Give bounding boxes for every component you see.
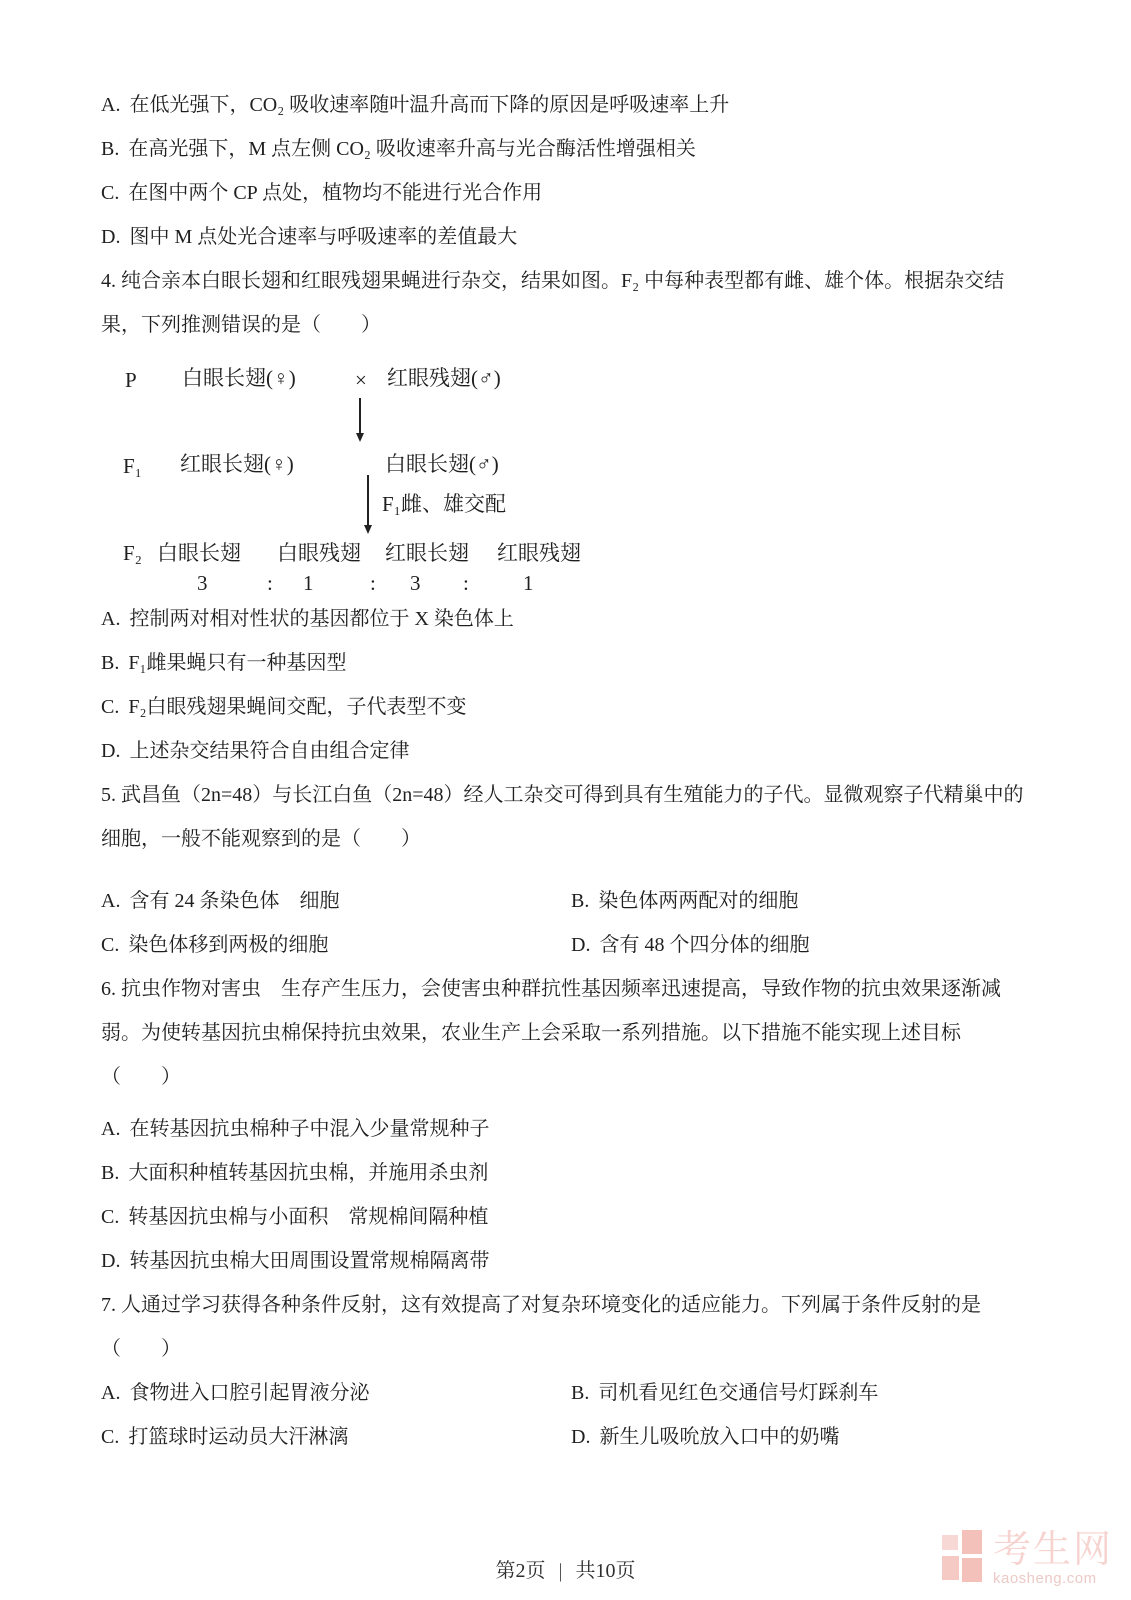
- q5-stem-line1: 5. 武昌鱼（2n=48）与长江白鱼（2n=48）经人工杂交可得到具有生殖能力的子代。显微观察子代精巢中的: [101, 784, 1024, 806]
- q6-stem-line1: 6. 抗虫作物对害虫 生存产生压力，会使害虫种群抗性基因频率迅速提高，导致作物的抗虫效果逐渐减: [101, 978, 1001, 1000]
- option-text: 含有 24 条染色体 细胞: [129, 890, 340, 912]
- option-text: 控制两对相对性状的基因都位于 X 染色体上: [129, 608, 514, 630]
- option-label: C.: [101, 182, 120, 204]
- q3-option-d: [101, 215, 1061, 259]
- page-total: 共10页: [575, 1560, 636, 1582]
- option-label: D.: [571, 1426, 591, 1448]
- option-label: C.: [101, 1206, 120, 1228]
- option-text: 转基因抗虫棉大田周围设置常规棉隔离带: [129, 1250, 490, 1272]
- q7-stem-line1: 7. 人通过学习获得各种条件反射，这有效提高了对复杂环境变化的适应能力。下列属于条件反射的是: [101, 1294, 981, 1316]
- q4-option-b: [101, 641, 1061, 685]
- watermark-brand: 考生网: [993, 1529, 1114, 1571]
- q4-stem-line2: 果，下列推测错误的是（ ）: [101, 314, 381, 336]
- q7-option-c: [101, 1415, 571, 1459]
- option-text: 上述杂交结果符合自由组合定律: [129, 740, 410, 762]
- option-label: A.: [101, 890, 121, 912]
- option-text: 打篮球时运动员大汗淋漓: [128, 1426, 349, 1448]
- option-label: D.: [101, 1250, 121, 1272]
- diagram-ratio-value: 1: [303, 571, 314, 595]
- diagram-ratio-value: 3: [410, 571, 421, 595]
- option-label: C.: [101, 696, 120, 718]
- diagram-ratio-colon: :: [370, 571, 376, 595]
- down-arrow-icon: [359, 398, 361, 438]
- kaosheng-logo-icon: [942, 1530, 984, 1582]
- diagram-f2-phenotype: 白眼长翅: [157, 541, 241, 565]
- q7-options: [101, 1371, 1061, 1459]
- option-text: 含有 48 个四分体的细胞: [599, 934, 810, 956]
- q4-option-d: [101, 729, 1061, 773]
- option-label: B.: [101, 652, 120, 674]
- option-label: B.: [101, 138, 120, 160]
- q7-option-d: [571, 1415, 1061, 1459]
- watermark-domain: kaosheng.com: [993, 1570, 1097, 1587]
- option-text: 食物进入口腔引起胃液分泌: [129, 1382, 370, 1404]
- diagram-f2-phenotype: 红眼残翅: [497, 541, 581, 565]
- option-label: A.: [101, 608, 121, 630]
- diagram-ratio-colon: :: [463, 571, 469, 595]
- option-text: 大面积种植转基因抗虫棉，并施用杀虫剂: [128, 1162, 489, 1184]
- q6-option-a: [101, 1107, 1061, 1151]
- diagram-f2-generation-label: F₂: [123, 541, 143, 565]
- option-label: B.: [101, 1162, 120, 1184]
- diagram-f1-female-phenotype: 红眼长翅(♀): [180, 452, 294, 476]
- option-text: 染色体两两配对的细胞: [598, 890, 799, 912]
- diagram-cross-note: F₁雌、雄交配: [382, 492, 507, 516]
- footer-separator: |: [558, 1560, 563, 1582]
- exam-content: [101, 83, 1061, 1459]
- diagram-p-generation-label: P: [125, 368, 137, 392]
- down-arrow-icon: [367, 475, 369, 530]
- q5-option-a: [101, 879, 571, 923]
- option-text: 在图中两个 CP 点处，植物均不能进行光合作用: [128, 182, 543, 204]
- q5-options: [101, 879, 1061, 967]
- q6-stem-line3: （ ）: [101, 1066, 181, 1088]
- page-number: 第2页: [495, 1560, 546, 1582]
- q4-stem-line1: 4. 纯合亲本白眼长翅和红眼残翅果蝇进行杂交，结果如图。F₂ 中每种表型都有雌、雄个体。根据杂交结: [101, 270, 1005, 292]
- option-text: 转基因抗虫棉与小面积 常规棉间隔种植: [128, 1206, 489, 1228]
- q6-option-d: [101, 1239, 1061, 1283]
- diagram-ratio-value: 1: [523, 571, 534, 595]
- option-label: C.: [101, 934, 120, 956]
- option-label: D.: [571, 934, 591, 956]
- q5-option-b: [571, 879, 1061, 923]
- q3-option-a: [101, 83, 1061, 127]
- q7-stem-line2: （ ）: [101, 1338, 181, 1360]
- option-label: B.: [571, 890, 590, 912]
- watermark-text: [993, 1530, 1113, 1587]
- diagram-p-male-phenotype: 红眼残翅(♂): [387, 366, 501, 390]
- option-label: A.: [101, 1118, 121, 1140]
- option-text: 司机看见红色交通信号灯踩刹车: [598, 1382, 879, 1404]
- q6-stem-line2: 弱。为使转基因抗虫棉保持抗虫效果，农业生产上会采取一系列措施。以下措施不能实现上述目标: [101, 1022, 961, 1044]
- option-label: A.: [101, 94, 121, 116]
- option-text: 在高光强下，M 点左侧 CO₂ 吸收速率升高与光合酶活性增强相关: [128, 138, 696, 160]
- q6-option-b: [101, 1151, 1061, 1195]
- q7-option-b: [571, 1371, 1061, 1415]
- q3-option-b: [101, 127, 1061, 171]
- option-text: 染色体移到两极的细胞: [128, 934, 329, 956]
- q6-option-c: [101, 1195, 1061, 1239]
- option-text: 在低光强下，CO₂ 吸收速率随叶温升高而下降的原因是呼吸速率上升: [129, 94, 730, 116]
- q5-option-c: [101, 923, 571, 967]
- diagram-p-female-phenotype: 白眼长翅(♀): [182, 366, 296, 390]
- q7-option-a: [101, 1371, 571, 1415]
- q5-option-d: [571, 923, 1061, 967]
- q4-cross-diagram: [101, 347, 1061, 597]
- diagram-f1-generation-label: F₁: [123, 454, 143, 478]
- diagram-f1-male-phenotype: 白眼长翅(♂): [385, 452, 499, 476]
- diagram-f2-phenotype: 红眼长翅: [385, 541, 469, 565]
- option-text: 新生儿吸吮放入口中的奶嘴: [599, 1426, 840, 1448]
- kaosheng-watermark: [942, 1530, 1113, 1587]
- option-label: D.: [101, 226, 121, 248]
- option-label: B.: [571, 1382, 590, 1404]
- q6-options: [101, 1107, 1061, 1283]
- q4-option-c: [101, 685, 1061, 729]
- option-label: D.: [101, 740, 121, 762]
- option-text: F₁雌果蝇只有一种基因型: [128, 652, 347, 674]
- diagram-ratio-value: 3: [197, 571, 208, 595]
- option-label: A.: [101, 1382, 121, 1404]
- q4-option-a: [101, 597, 1061, 641]
- option-label: C.: [101, 1426, 120, 1448]
- q5-stem-line2: 细胞，一般不能观察到的是（ ）: [101, 828, 421, 850]
- diagram-f2-phenotype: 白眼残翅: [277, 541, 361, 565]
- cross-symbol: ×: [355, 368, 367, 392]
- option-text: F₂白眼残翅果蝇间交配，子代表型不变: [128, 696, 467, 718]
- q3-option-c: [101, 171, 1061, 215]
- diagram-ratio-colon: :: [267, 571, 273, 595]
- option-text: 图中 M 点处光合速率与呼吸速率的差值最大: [129, 226, 518, 248]
- option-text: 在转基因抗虫棉种子中混入少量常规种子: [129, 1118, 490, 1140]
